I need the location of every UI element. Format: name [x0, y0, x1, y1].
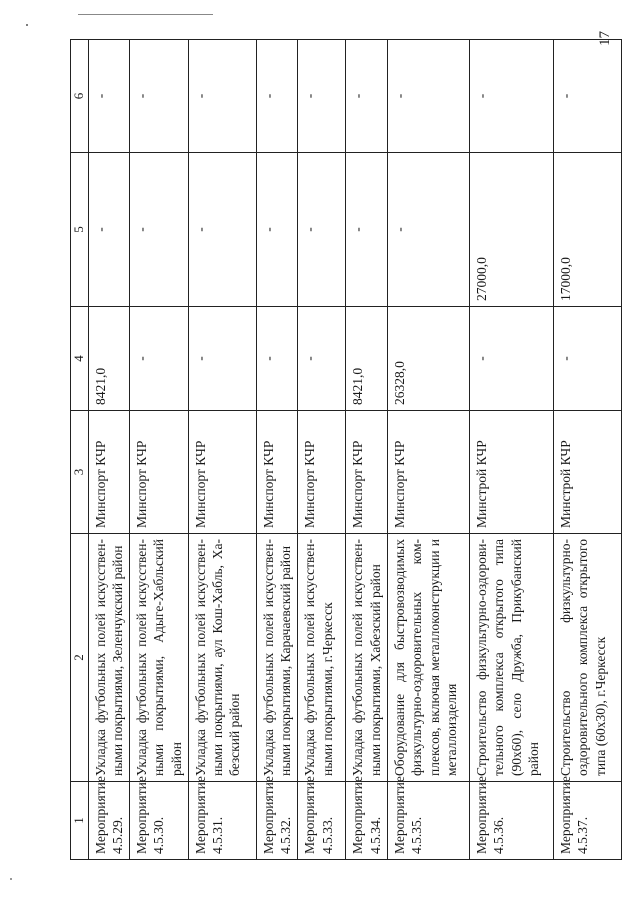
measure-id: Мероприятие 4.5.30. [130, 782, 189, 860]
value-col4: 8421,0 [88, 307, 130, 411]
value-col6: - [554, 40, 622, 153]
measure-id: Мероприятие 4.5.29. [88, 782, 130, 860]
executor: Минспорт КЧР [88, 411, 130, 534]
top-rule [78, 14, 213, 15]
executor: Минстрой КЧР [470, 411, 554, 534]
value-col6: - [388, 40, 470, 153]
value-col4: 8421,0 [346, 307, 388, 411]
value-col4: - [256, 307, 298, 411]
measure-name: Строительство физкультурно-оздорови-тельного комплекса открытого типа (90х60), село Дружба, Прикубанский район [470, 534, 554, 782]
measures-table [70, 39, 622, 860]
page-number: 17 [597, 31, 613, 46]
measure-id: Мероприятие 4.5.32. [256, 782, 298, 860]
table-row [256, 40, 298, 860]
measure-id: Мероприятие 4.5.35. [388, 782, 470, 860]
value-col4: - [470, 307, 554, 411]
value-col5: - [188, 153, 256, 307]
value-col5: - [88, 153, 130, 307]
value-col4: - [298, 307, 346, 411]
column-header: 6 [71, 40, 89, 153]
measure-name: Укладка футбольных полей искусствен-ными покрытиями, Карачаевский район [256, 534, 298, 782]
column-header: 5 [71, 153, 89, 307]
table-row [188, 40, 256, 860]
table-row [388, 40, 470, 860]
table-row [298, 40, 346, 860]
value-col5: 17000,0 [554, 153, 622, 307]
value-col5: - [388, 153, 470, 307]
value-col6: - [88, 40, 130, 153]
column-header: 1 [71, 782, 89, 860]
measure-id: Мероприятие 4.5.34. [346, 782, 388, 860]
value-col6: - [188, 40, 256, 153]
column-header: 2 [71, 534, 89, 782]
value-col5: 27000,0 [470, 153, 554, 307]
column-header: 4 [71, 307, 89, 411]
executor: Минспорт КЧР [188, 411, 256, 534]
measure-id: Мероприятие 4.5.31. [188, 782, 256, 860]
value-col6: - [298, 40, 346, 153]
value-col4: - [188, 307, 256, 411]
value-col4: - [130, 307, 189, 411]
measure-name: Строительство физкультурно-оздоровительного комплекса открытого типа (60х30), г.Черкесск [554, 534, 622, 782]
table-row [88, 40, 130, 860]
value-col5: - [346, 153, 388, 307]
table-row [470, 40, 554, 860]
column-header: 3 [71, 411, 89, 534]
table-row [554, 40, 622, 860]
executor: Минстрой КЧР [554, 411, 622, 534]
value-col6: - [346, 40, 388, 153]
value-col5: - [130, 153, 189, 307]
measure-id: Мероприятие 4.5.36. [470, 782, 554, 860]
table-row [130, 40, 189, 860]
executor: Минспорт КЧР [130, 411, 189, 534]
measure-id: Мероприятие 4.5.33. [298, 782, 346, 860]
executor: Минспорт КЧР [388, 411, 470, 534]
executor: Минспорт КЧР [346, 411, 388, 534]
scan-speck [26, 24, 28, 26]
value-col4: - [554, 307, 622, 411]
measure-name: Укладка футбольных полей искусствен-ными покрытиями, г.Черкесск [298, 534, 346, 782]
measure-name: Укладка футбольных полей искусствен-ными покрытиями, Хабезский район [346, 534, 388, 782]
executor: Минспорт КЧР [256, 411, 298, 534]
value-col6: - [130, 40, 189, 153]
measure-name: Укладка футбольных полей искусствен-ными покрытиями, Зеленчукский район [88, 534, 130, 782]
column-number-row [71, 40, 89, 860]
measure-name: Укладка футбольных полей искусствен-ными покрытиями, аул Кош-Хабль, Ха-безский район [188, 534, 256, 782]
executor: Минспорт КЧР [298, 411, 346, 534]
value-col5: - [298, 153, 346, 307]
value-col4: 26328,0 [388, 307, 470, 411]
value-col6: - [256, 40, 298, 153]
measure-name: Оборудование для быстровозводимых физкультурно-оздоровительных ком-плексов, включая металлоконструкции и металлоизделия [388, 534, 470, 782]
scan-speck [10, 878, 12, 880]
measure-id: Мероприятие 4.5.37. [554, 782, 622, 860]
value-col5: - [256, 153, 298, 307]
value-col6: - [470, 40, 554, 153]
measure-name: Укладка футбольных полей искусствен-ными покрытиями, Адыге-Хабльский район [130, 534, 189, 782]
rotated-page [70, 40, 608, 860]
table-row [346, 40, 388, 860]
